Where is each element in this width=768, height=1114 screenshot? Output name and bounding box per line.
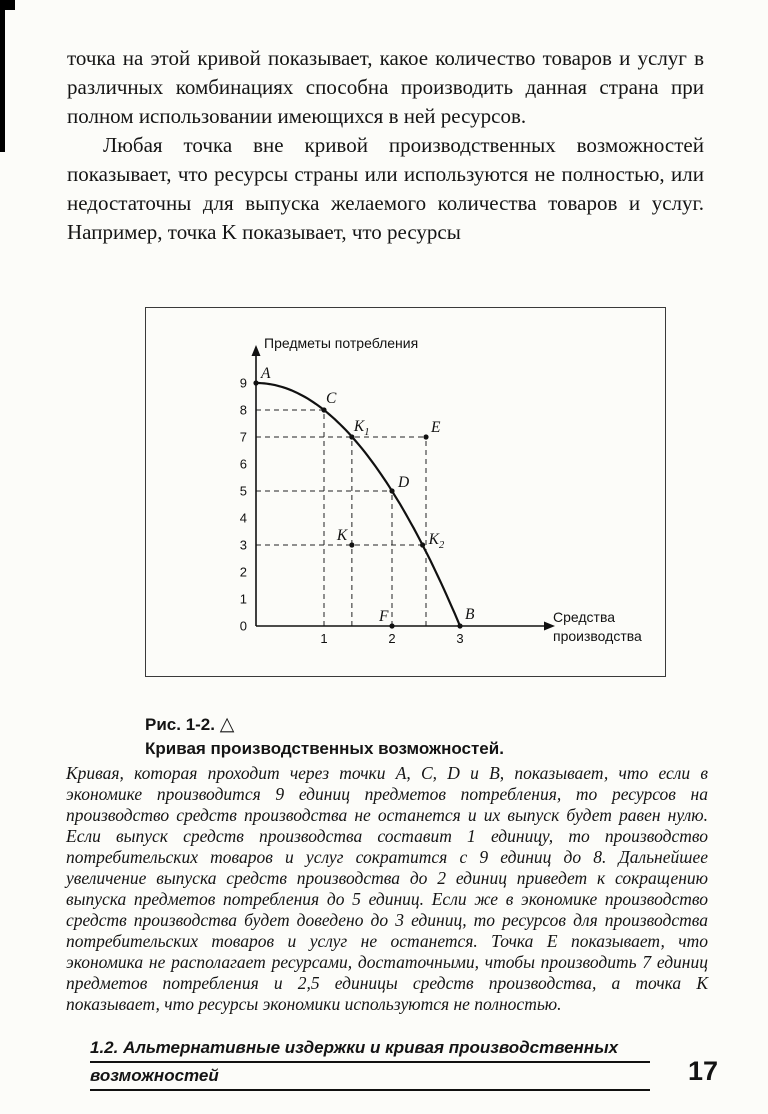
data-point-A	[253, 380, 258, 385]
data-point-E	[423, 434, 428, 439]
y-tick-label: 9	[239, 375, 247, 391]
scan-artifact-left-edge	[0, 0, 5, 152]
data-point-K2	[420, 542, 425, 547]
triangle-marker-icon: △	[219, 714, 235, 735]
point-label-K2: $K_2$	[428, 531, 445, 551]
point-label-D: D	[398, 474, 410, 491]
point-label-B: B	[465, 606, 475, 623]
page-number: 17	[687, 1056, 718, 1086]
y-tick-label: 7	[239, 429, 247, 445]
figure-box	[145, 307, 666, 677]
data-point-K	[349, 542, 354, 547]
point-label-C: C	[326, 390, 337, 407]
footer-section-line2: возможностей	[90, 1063, 650, 1091]
footer-section-line1: 1.2. Альтернативные издержки и кривая производственных	[90, 1038, 650, 1063]
y-axis-title: Предметы потребления	[264, 335, 419, 351]
point-label-E: E	[431, 419, 441, 436]
body-text	[67, 44, 704, 247]
data-point-D	[389, 488, 394, 493]
x-tick-label: 3	[456, 631, 464, 646]
figure-caption-text: Кривая, которая проходит через точки A, C, D и B, показывает, что если в экономике производится 9 единиц предметов потребления, то ресурсов на производство средств производства не останется и их выпуск будет равен нулю. Если выпуск средств производства составит 1 единицу, то производство потребительских товаров и услуг сократится с 9 единиц до 8. Дальнейшее увеличение выпуска средств производства до 2 единиц приведет к сокращению выпуска предметов потребления до 5 единиц. Если же в экономике производство средств производства будет доведено до 3 единиц, то ресурсов для производства потребительских товаров и услуг не останется. Точка E показывает, что экономика не располагает ресурсами, достаточными, чтобы производить 7 единиц предметов потребления и 2,5 единицы средств производства, а точка K показывает, что ресурсы экономики используются не полностью.	[66, 763, 708, 1014]
point-label-A: A	[261, 365, 271, 382]
x-axis-title-line1: Средства	[553, 609, 616, 625]
figure-caption-heading	[145, 712, 504, 761]
figure-title: Кривая производственных возможностей.	[145, 738, 504, 758]
paragraph-1: точка на этой кривой показывает, какое количество товаров и услуг в различных комбинациях способна производить данная страна при полном использовании имеющихся в ней ресурсов.	[67, 46, 704, 128]
y-tick-label: 4	[239, 510, 247, 526]
data-point-F	[389, 623, 394, 628]
x-tick-label: 1	[320, 631, 328, 646]
point-label-K: K	[336, 527, 348, 544]
figure-label: Рис. 1-2.	[145, 715, 215, 734]
running-footer	[90, 1038, 650, 1091]
y-tick-label: 2	[239, 564, 247, 580]
y-tick-label: 3	[239, 537, 247, 553]
y-tick-label: 1	[239, 591, 247, 607]
x-axis-title-line2: производства	[553, 628, 642, 644]
paragraph-2: Любая точка вне кривой производственных возможностей показывает, что ресурсы страны или используются не полностью, или недостаточны для выпуска желаемого количества товаров и услуг. Например, точка K показывает, что ресурсы	[67, 132, 704, 244]
ppf-chart	[146, 308, 665, 676]
point-label-F: F	[379, 608, 389, 625]
y-tick-label: 8	[239, 402, 247, 418]
data-point-C	[321, 407, 326, 412]
y-tick-label: 6	[239, 456, 247, 472]
y-axis-arrow	[252, 345, 261, 356]
x-tick-label: 2	[388, 631, 396, 646]
y-tick-label: 0	[239, 618, 247, 634]
data-point-B	[457, 623, 462, 628]
y-tick-label: 5	[239, 483, 247, 499]
data-point-K1	[349, 434, 354, 439]
point-label-K1: $K_1$	[353, 418, 370, 438]
